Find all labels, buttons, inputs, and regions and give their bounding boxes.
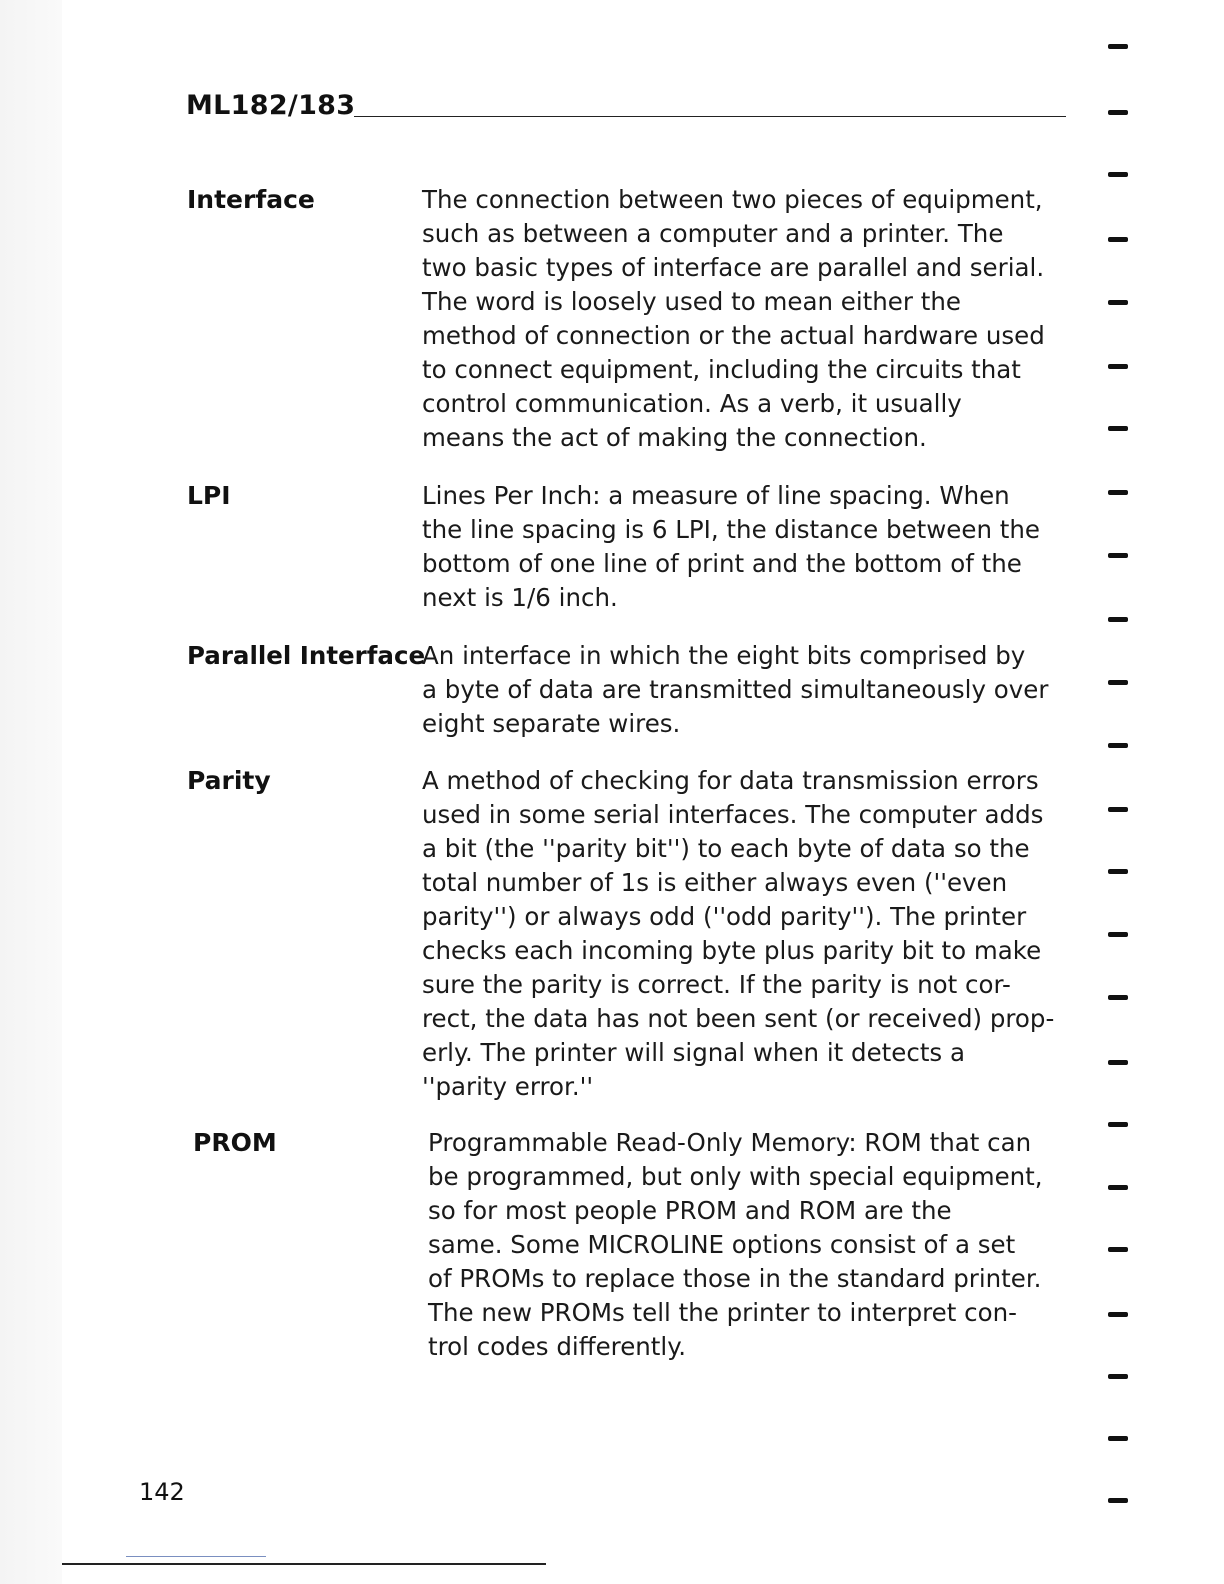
binding-mark [1108, 932, 1128, 937]
binding-mark [1108, 1185, 1128, 1190]
binding-mark [1108, 426, 1128, 431]
definition-line: next is 1/6 inch. [422, 583, 618, 612]
glossary-definition [422, 479, 1040, 615]
binding-mark [1108, 1247, 1128, 1252]
scan-edge-line [126, 1556, 266, 1557]
page-header-title: ML182/183 [186, 90, 356, 121]
glossary-term: Parity [187, 766, 271, 795]
definition-line: parity'') or always odd (''odd parity''). The printer [422, 902, 1027, 931]
binding-mark [1108, 110, 1128, 115]
binding-mark [1108, 172, 1128, 177]
definition-line: a bit (the ''parity bit'') to each byte of data so the [422, 834, 1030, 863]
definition-line: An interface in which the eight bits comprised by [422, 641, 1026, 670]
glossary-term: PROM [193, 1128, 277, 1157]
definition-line: The new PROMs tell the printer to interpret con- [428, 1298, 1017, 1327]
glossary-definition [428, 1126, 1043, 1364]
definition-line: ''parity error.'' [422, 1072, 594, 1101]
glossary-term: LPI [187, 481, 231, 510]
binding-mark [1108, 869, 1128, 874]
definition-line: bottom of one line of print and the bottom of the [422, 549, 1022, 578]
binding-mark [1108, 1122, 1128, 1127]
scan-edge-line [62, 1563, 546, 1565]
definition-line: sure the parity is correct. If the parity is not cor- [422, 970, 1011, 999]
glossary-definition [422, 183, 1045, 455]
binding-mark [1108, 1498, 1128, 1503]
definition-line: checks each incoming byte plus parity bit to make [422, 936, 1042, 965]
definition-line: so for most people PROM and ROM are the [428, 1196, 952, 1225]
glossary-definition [422, 764, 1054, 1104]
binding-mark [1108, 237, 1128, 242]
binding-mark [1108, 44, 1128, 49]
definition-line: the line spacing is 6 LPI, the distance between the [422, 515, 1040, 544]
binding-mark [1108, 1374, 1128, 1379]
definition-line: erly. The printer will signal when it detects a [422, 1038, 965, 1067]
header-rule [354, 116, 1066, 117]
definition-line: The word is loosely used to mean either the [422, 287, 961, 316]
binding-mark [1108, 995, 1128, 1000]
definition-line: trol codes differently. [428, 1332, 687, 1361]
definition-line: of PROMs to replace those in the standard printer. [428, 1264, 1042, 1293]
page-number: 142 [139, 1478, 185, 1506]
binding-mark [1108, 364, 1128, 369]
definition-line: The connection between two pieces of equipment, [422, 185, 1043, 214]
binding-marks [1108, 0, 1132, 1584]
binding-mark [1108, 617, 1128, 622]
definition-line: same. Some MICROLINE options consist of a set [428, 1230, 1016, 1259]
glossary-term: Interface [187, 185, 315, 214]
binding-mark [1108, 680, 1128, 685]
definition-line: total number of 1s is either always even (''even [422, 868, 1008, 897]
binding-mark [1108, 807, 1128, 812]
page-header [186, 86, 1066, 126]
binding-mark [1108, 743, 1128, 748]
binding-mark [1108, 1060, 1128, 1065]
scan-margin-left [0, 0, 62, 1584]
definition-line: to connect equipment, including the circuits that [422, 355, 1021, 384]
definition-line: be programmed, but only with special equipment, [428, 1162, 1043, 1191]
definition-line: control communication. As a verb, it usually [422, 389, 962, 418]
definition-line: A method of checking for data transmission errors [422, 766, 1039, 795]
binding-mark [1108, 1436, 1128, 1441]
glossary-definition [422, 639, 1048, 741]
definition-line: rect, the data has not been sent (or received) prop- [422, 1004, 1055, 1033]
binding-mark [1108, 1312, 1128, 1317]
definition-line: a byte of data are transmitted simultaneously over [422, 675, 1049, 704]
definition-line: Programmable Read-Only Memory: ROM that can [428, 1128, 1032, 1157]
definition-line: method of connection or the actual hardware used [422, 321, 1045, 350]
binding-mark [1108, 553, 1128, 558]
definition-line: eight separate wires. [422, 709, 681, 738]
definition-line: Lines Per Inch: a measure of line spacing. When [422, 481, 1010, 510]
glossary-term: Parallel Interface [187, 641, 426, 670]
definition-line: such as between a computer and a printer. The [422, 219, 1004, 248]
binding-mark [1108, 490, 1128, 495]
definition-line: two basic types of interface are parallel and serial. [422, 253, 1045, 282]
binding-mark [1108, 300, 1128, 305]
definition-line: means the act of making the connection. [422, 423, 927, 452]
definition-line: used in some serial interfaces. The computer adds [422, 800, 1044, 829]
